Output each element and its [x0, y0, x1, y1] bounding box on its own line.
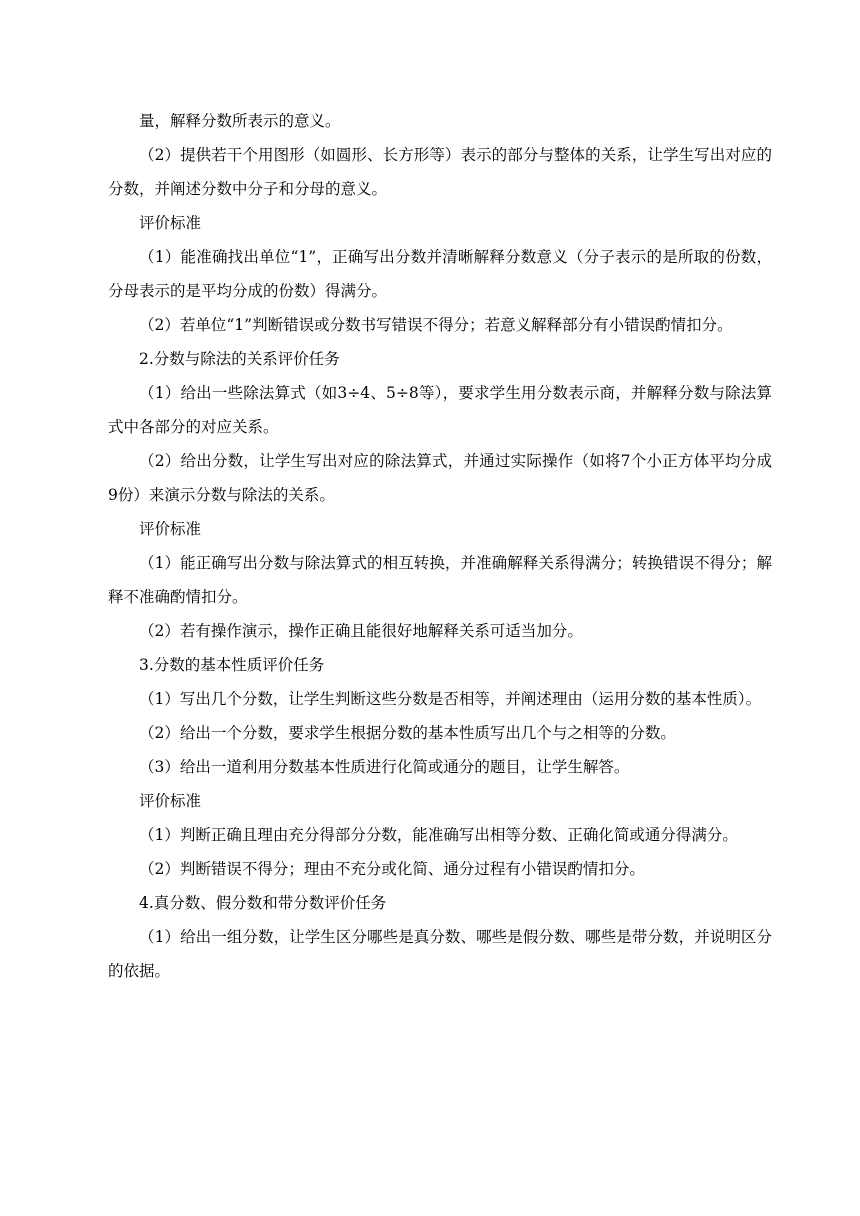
- paragraph-criteria-heading: 评价标准: [139, 792, 202, 810]
- paragraph-criteria-item: （2）若单位“1”判断错误或分数书写错误不得分；若意义解释部分有小错误酌情扣分。: [139, 316, 733, 334]
- paragraph-task-item: （2）提供若干个用图形（如圆形、长方形等）表示的部分与整体的关系，让学生写出对应的分数，并阐述分数中分子和分母的意义。: [108, 146, 772, 198]
- paragraph-criteria-heading: 评价标准: [139, 520, 202, 538]
- paragraph-criteria-heading: 评价标准: [139, 214, 202, 232]
- paragraph-task-item: （1）给出一些除法算式（如3÷4、5÷8等），要求学生用分数表示商，并解释分数与除法算式中各部分的对应关系。: [108, 384, 772, 436]
- paragraph-criteria-item: （1）能正确写出分数与除法算式的相互转换，并准确解释关系得满分；转换错误不得分；解释不准确酌情扣分。: [108, 554, 772, 606]
- document-body: [108, 104, 772, 988]
- paragraph-criteria-item: （1）判断正确且理由充分得部分分数，能准确写出相等分数、正确化简或通分得满分。: [139, 826, 738, 844]
- paragraph-section-heading: 2.分数与除法的关系评价任务: [139, 350, 340, 368]
- paragraph-criteria-item: （2）若有操作演示，操作正确且能很好地解释关系可适当加分。: [139, 622, 583, 640]
- paragraph-task-item: （1）写出几个分数，让学生判断这些分数是否相等，并阐述理由（运用分数的基本性质）。: [139, 690, 762, 708]
- paragraph-section-heading: 3.分数的基本性质评价任务: [139, 656, 325, 674]
- paragraph-task-item: （1）给出一组分数，让学生区分哪些是真分数、哪些是假分数、哪些是带分数，并说明区分的依据。: [108, 928, 772, 980]
- paragraph-section-heading: 4.真分数、假分数和带分数评价任务: [139, 894, 387, 912]
- paragraph-criteria-item: （1）能准确找出单位“1”，正确写出分数并清晰解释分数意义（分子表示的是所取的份数，分母表示的是平均分成的份数）得满分。: [108, 248, 772, 300]
- paragraph-continuation: 量，解释分数所表示的意义。: [139, 112, 341, 130]
- paragraph-task-item: （2）给出分数，让学生写出对应的除法算式，并通过实际操作（如将7个小正方体平均分成9份）来演示分数与除法的关系。: [108, 452, 772, 504]
- paragraph-task-item: （3）给出一道利用分数基本性质进行化简或通分的题目，让学生解答。: [139, 758, 630, 776]
- paragraph-task-item: （2）给出一个分数，要求学生根据分数的基本性质写出几个与之相等的分数。: [139, 724, 676, 742]
- paragraph-criteria-item: （2）判断错误不得分；理由不充分或化简、通分过程有小错误酌情扣分。: [139, 860, 645, 878]
